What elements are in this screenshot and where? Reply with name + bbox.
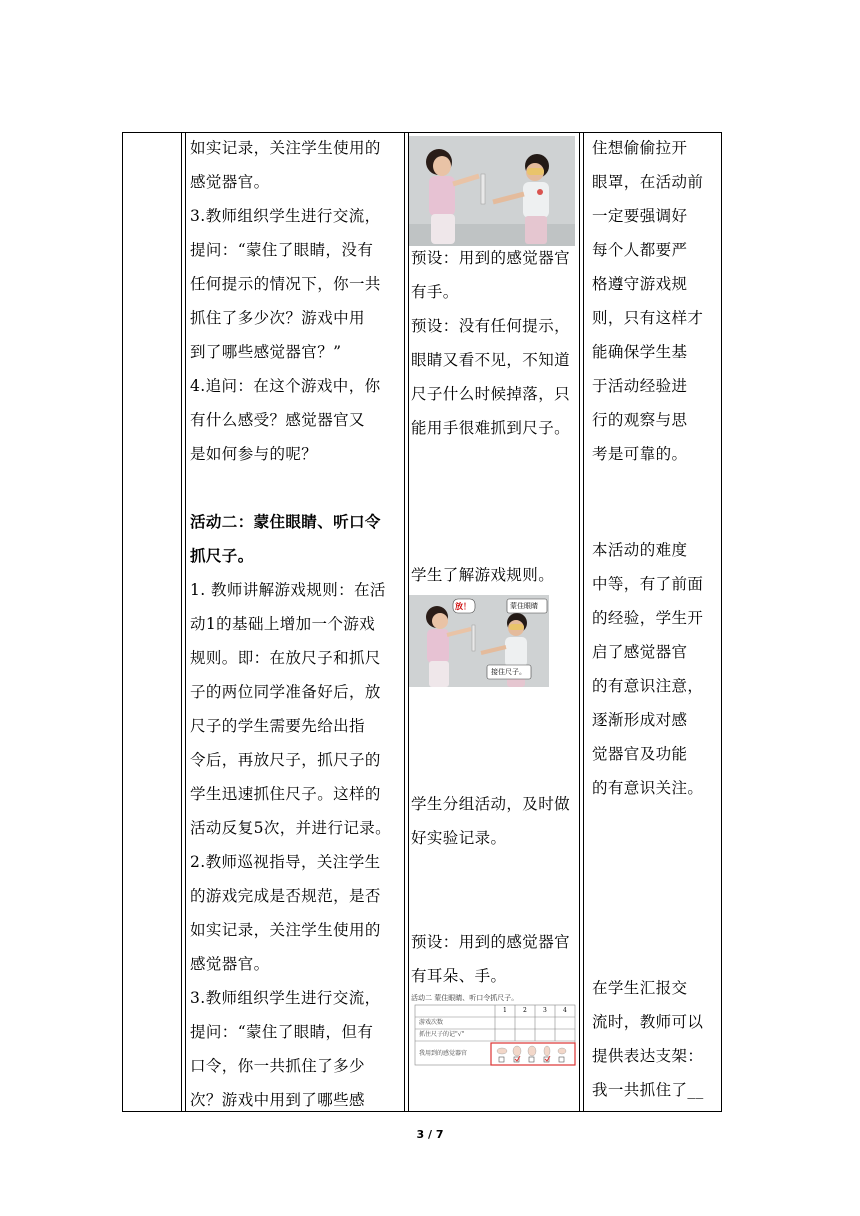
- speech-bubble-blindfold: 蒙住眼睛: [510, 602, 538, 610]
- column-divider: [185, 133, 186, 1111]
- student-activity-column: [411, 925, 579, 993]
- activity-two-title: 活动二：蒙住眼睛、听口令: [190, 512, 381, 531]
- record-row-label: 我用到的感觉器官: [419, 1050, 468, 1057]
- text-line: 能确保学生基: [592, 343, 688, 361]
- text-line: 1. 教师讲解游戏规则：在活: [190, 581, 386, 599]
- record-col-number: 2: [523, 1007, 527, 1014]
- text-line: 于活动经验进: [592, 377, 688, 395]
- photo-game-rules: [409, 595, 549, 687]
- group-activity-text: 学生分组活动，及时做: [411, 795, 571, 813]
- text-line: 逐渐形成对感: [592, 711, 688, 729]
- text-line: 是如何参与的呢？: [190, 445, 318, 463]
- text-line: 考是可靠的。: [592, 445, 688, 463]
- column-divider: [579, 133, 580, 1111]
- text-line: 本活动的难度: [592, 541, 688, 559]
- preset-text: 预设：用到的感觉器官: [411, 249, 571, 267]
- student-activity-column: [411, 787, 579, 855]
- record-col-number: 4: [563, 1007, 567, 1014]
- record-row-label: 游戏次数: [419, 1019, 444, 1026]
- design-intent-column: [592, 533, 718, 805]
- design-intent-column: [592, 971, 718, 1107]
- blank-line: [190, 471, 400, 505]
- student-activity-column: [411, 558, 579, 592]
- text-line: 觉器官及功能: [592, 745, 688, 763]
- page-number: 3 / 7: [416, 1128, 444, 1141]
- text-line: 则，只有这样才: [592, 309, 704, 327]
- understand-rules-text: 学生了解游戏规则。: [411, 566, 555, 584]
- text-line: 抓住了多少次？游戏中用: [190, 309, 365, 327]
- text-line: 任何提示的情况下，你一共: [190, 275, 381, 293]
- column-divider: [181, 133, 182, 1111]
- preset-text: 预设：用到的感觉器官: [411, 933, 571, 951]
- text-line: 我一共抓住了__: [592, 1081, 704, 1099]
- text-line: 中等，有了前面: [592, 575, 704, 593]
- text-line: 格遵守游戏规: [592, 275, 688, 293]
- preset-text: 预设：没有任何提示，: [411, 317, 571, 335]
- text-line: 一定要强调好: [592, 207, 688, 225]
- text-line: 的经验，学生开: [592, 609, 704, 627]
- record-col-number: 1: [503, 1007, 507, 1014]
- photo-illustration: [409, 136, 575, 246]
- preset-text: 尺子什么时候掉落，只: [411, 385, 571, 403]
- text-line: 令后，再放尺子，抓尺子的: [190, 751, 381, 769]
- text-line: 活动反复5次，并进行记录。: [190, 819, 392, 837]
- record-row-label: 抓住尺子的记"√": [419, 1031, 465, 1038]
- record-sheet-title: 活动二 蒙住眼睛、听口令抓尺子。: [411, 994, 519, 1002]
- speech-bubble-command: 放！: [455, 601, 471, 611]
- text-line: 的有意识关注。: [592, 779, 704, 797]
- text-line: 的有意识注意，: [592, 677, 704, 695]
- text-line: 如实记录，关注学生使用的: [190, 139, 381, 157]
- text-line: 感觉器官。: [190, 173, 270, 191]
- text-line: 住想偷偷拉开: [592, 139, 688, 157]
- text-line: 流时，教师可以: [592, 1013, 704, 1031]
- design-intent-column: [592, 131, 718, 471]
- text-line: 子的两位同学准备好后，放: [190, 683, 381, 701]
- text-line: 行的观察与思: [592, 411, 688, 429]
- text-line: 学生迅速抓住尺子。这样的: [190, 785, 381, 803]
- student-activity-column: [411, 241, 579, 445]
- text-line: 2.教师巡视指导，关注学生: [190, 853, 381, 871]
- text-line: 3.教师组织学生进行交流，: [190, 207, 381, 225]
- text-line: 提问：“蒙住了眼睛，没有: [190, 241, 374, 259]
- activity-two-title: 抓尺子。: [190, 546, 254, 565]
- text-line: 如实记录，关注学生使用的: [190, 921, 381, 939]
- speech-bubble-catch: 接住尺子。: [491, 668, 526, 676]
- preset-text: 能用手很难抓到尺子。: [411, 419, 571, 437]
- text-line: 规则。即：在放尺子和抓尺: [190, 649, 381, 667]
- text-line: 到了哪些感觉器官？”: [190, 343, 342, 361]
- text-line: 每个人都要严: [592, 241, 688, 259]
- preset-text: 有手。: [411, 283, 459, 301]
- text-line: 感觉器官。: [190, 955, 270, 973]
- text-line: 提供表达支架：: [592, 1047, 704, 1065]
- column-divider: [404, 133, 405, 1111]
- record-sheet-image: [409, 993, 577, 1079]
- text-line: 的游戏完成是否规范，是否: [190, 887, 381, 905]
- text-line: 4.追问：在这个游戏中，你: [190, 377, 381, 395]
- text-line: 口令，你一共抓住了多少: [190, 1057, 365, 1075]
- preset-text: 有耳朵、手。: [411, 967, 507, 985]
- text-line: 有什么感受？感觉器官又: [190, 411, 365, 429]
- text-line: 3.教师组织学生进行交流，: [190, 989, 381, 1007]
- photo-catching-ruler: [409, 136, 575, 246]
- record-col-number: 3: [543, 1007, 547, 1014]
- text-line: 眼罩，在活动前: [592, 173, 704, 191]
- text-line: 启了感觉器官: [592, 643, 688, 661]
- text-line: 次？游戏中用到了哪些感: [190, 1091, 365, 1109]
- column-divider: [583, 133, 584, 1111]
- text-line: 尺子的学生需要先给出指: [190, 717, 365, 735]
- group-activity-text: 好实验记录。: [411, 829, 507, 847]
- lesson-table: [122, 132, 722, 1112]
- text-line: 动1的基础上增加一个游戏: [190, 615, 376, 633]
- preset-text: 眼睛又看不见，不知道: [411, 351, 571, 369]
- text-line: 提问：“蒙住了眼睛，但有: [190, 1023, 374, 1041]
- teacher-activity-column: [190, 131, 400, 1117]
- text-line: 在学生汇报交: [592, 979, 688, 997]
